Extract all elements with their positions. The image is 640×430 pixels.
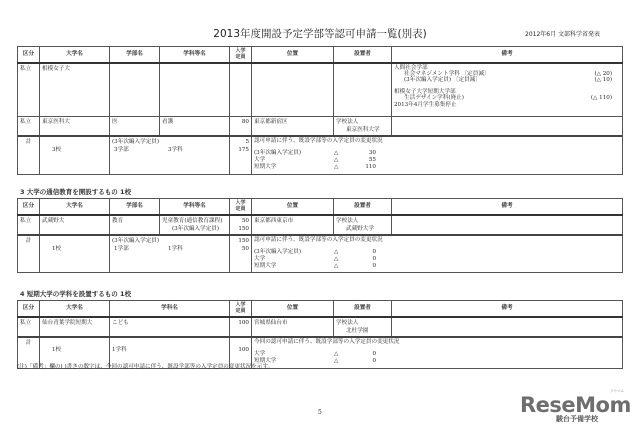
- total-row: [18, 136, 623, 174]
- cell-total-changes: [252, 136, 623, 174]
- cell-total-changes: [252, 337, 623, 369]
- change-row: [254, 150, 620, 157]
- capacity-line: 150: [238, 225, 249, 232]
- col-department: 学科名: [110, 301, 230, 317]
- cell-university: 東京医科大: [40, 117, 110, 137]
- total-departments: 1学科: [168, 245, 183, 252]
- source-label: 駿台予備学校: [556, 415, 598, 423]
- cell-department: こども: [110, 317, 230, 337]
- delta-icon: △: [334, 262, 339, 269]
- cell-location: [252, 63, 334, 117]
- cell-department: [160, 63, 230, 117]
- cell-capacity: 100: [230, 317, 252, 337]
- table-row: [18, 117, 623, 137]
- col-location: 位置: [252, 301, 334, 317]
- cell-university: 武蔵野大: [40, 215, 110, 235]
- cell-department: 看護: [160, 117, 230, 137]
- cell-total-schools: [40, 136, 110, 174]
- founder-line: 武蔵野大学: [346, 225, 374, 232]
- remarks-value: (△ 20): [594, 70, 612, 77]
- remarks-value: (△ 110): [590, 95, 612, 102]
- change-label: 短期大学: [254, 164, 277, 170]
- change-value: 0: [372, 357, 376, 364]
- cell-capacity: 80: [230, 117, 252, 137]
- logo-ruby: リセマム: [610, 389, 624, 393]
- total-departments: 3学科: [168, 147, 183, 153]
- delta-icon: △: [334, 157, 339, 163]
- col-kubun: 区分: [18, 301, 40, 317]
- change-label: (3年次編入学定員): [254, 248, 302, 255]
- cell-location: 東京都新宿区: [252, 117, 334, 137]
- founder-line: 北杜学園: [346, 327, 369, 334]
- founder-line: 学校法人: [336, 217, 359, 224]
- col-founder: 設置者: [334, 301, 392, 317]
- remarks-line: 相模女子大学短期大学部: [394, 89, 456, 96]
- change-label: (3年次編入学定員): [254, 150, 302, 156]
- table-header: [18, 47, 623, 63]
- footnote: (注)「備考」欄の( )書きの数字は、今回の認可申請に伴う、既設学部等の入学定員の変更状況を示す。: [17, 364, 274, 370]
- total-schools: 1校: [52, 245, 62, 252]
- col-founder: 設置者: [334, 199, 392, 215]
- col-university: 大学名: [40, 47, 110, 63]
- cell-founder: [334, 215, 392, 235]
- founder-line: 学校法人: [336, 119, 359, 125]
- section-4-title: 4 短期大学の学科を設置するもの 1校: [20, 290, 132, 298]
- table-row: [18, 63, 623, 117]
- cell-university: 仙台青葉学院短期大: [40, 317, 110, 337]
- table-section-4: [17, 300, 623, 369]
- cell-faculty: 教育: [110, 215, 160, 235]
- col-faculty: 学部名: [110, 47, 160, 63]
- col-university: 大学名: [40, 301, 110, 317]
- total-counts: [112, 146, 227, 154]
- cell-remarks: [392, 63, 623, 117]
- cell-kubun: 私立: [18, 317, 40, 337]
- publication-info: 2012年6月 文部科学省発表: [525, 31, 600, 38]
- cell-founder: [334, 117, 392, 137]
- table-header: [18, 301, 623, 317]
- col-kubun: 区分: [18, 47, 40, 63]
- col-capacity: 入学 定員: [230, 47, 252, 63]
- cell-total-faculty-dept: [110, 235, 230, 273]
- delta-icon: △: [334, 150, 339, 156]
- cell-remarks: [392, 317, 623, 337]
- col-location: 位置: [252, 47, 334, 63]
- capacity-total: 100: [238, 346, 249, 353]
- cell-kubun: 私立: [18, 117, 40, 137]
- change-label: 大学: [254, 157, 266, 163]
- col-university: 大学名: [40, 199, 110, 215]
- table-section-3: [17, 198, 623, 273]
- change-label: 大学: [254, 255, 266, 262]
- capacity-transfer: 5: [245, 139, 249, 145]
- change-title: 認可申請に伴う、既設学部等の入学定員の変更状況: [254, 138, 383, 144]
- cell-total-changes: [252, 235, 623, 273]
- change-row: [254, 351, 620, 358]
- total-schools: 1校: [52, 346, 62, 353]
- cell-total-capacity: [230, 136, 252, 174]
- remarks-line: 2013年4月学生募集停止: [394, 101, 457, 108]
- total-schools: 3校: [52, 147, 62, 153]
- col-founder: 設置者: [334, 47, 392, 63]
- page-title: 2013年度開設予定学部等認可申請一覧(別表): [213, 28, 427, 40]
- cell-total-faculty-dept: [110, 136, 230, 174]
- total-row: [18, 235, 623, 273]
- cell-university: 相模女子大: [40, 63, 110, 117]
- total-counts: [112, 245, 227, 253]
- remarks-label: 社会マネジメント学科 〔定員減〕: [404, 70, 490, 77]
- change-value: 0: [372, 255, 376, 262]
- change-value: 30: [368, 150, 376, 156]
- cell-total-label: 計: [18, 136, 40, 174]
- page-number: 5: [318, 409, 322, 416]
- change-row: [254, 157, 620, 164]
- cell-total-label: 計: [18, 235, 40, 273]
- col-remarks: 備考: [392, 47, 623, 63]
- change-value: 0: [372, 350, 376, 357]
- founder-line: 東京医科大学: [346, 127, 380, 133]
- cell-remarks: [392, 117, 623, 137]
- delta-icon: △: [334, 255, 339, 262]
- table-row: [18, 215, 623, 235]
- resemom-logo: ReseMom: [520, 393, 631, 417]
- change-label: 大学: [254, 350, 266, 357]
- total-departments: 1学科: [112, 346, 127, 353]
- cell-total-schools: [40, 235, 110, 273]
- cell-faculty: 医: [110, 117, 160, 137]
- remarks-value: (△ 10): [594, 76, 612, 83]
- department-line: (3年次編入学定員): [172, 225, 220, 232]
- delta-icon: △: [334, 350, 339, 357]
- change-row: [254, 256, 620, 263]
- cell-total-label: 計: [18, 337, 40, 369]
- remarks-label: (3年次編入学定員) 〔定員減〕: [404, 76, 481, 83]
- cell-location: 宮城県仙台市: [252, 317, 334, 337]
- change-row: [254, 164, 620, 171]
- col-department: 学科等名: [160, 47, 230, 63]
- total-faculties: 3学部: [114, 147, 129, 153]
- capacity-line: 50: [241, 217, 249, 224]
- change-value: 110: [365, 164, 376, 170]
- change-label: 短期大学: [254, 357, 277, 364]
- col-remarks: 備考: [392, 199, 623, 215]
- change-row: [254, 263, 620, 270]
- table-header: [18, 199, 623, 215]
- col-capacity: 入学 定員: [230, 199, 252, 215]
- cell-founder: [334, 317, 392, 337]
- cell-remarks: [392, 215, 623, 235]
- section-3-title: 3 大学の通信教育を開設するもの 1校: [20, 188, 132, 196]
- change-label: 短期大学: [254, 262, 277, 269]
- change-title: 今回の認可申請に伴う、既設学部等の入学定員の変更状況: [254, 338, 400, 345]
- delta-icon: △: [334, 357, 339, 364]
- delta-icon: △: [334, 248, 339, 255]
- change-value: 0: [372, 262, 376, 269]
- cell-department: [160, 215, 230, 235]
- cell-capacity: [230, 63, 252, 117]
- col-remarks: 備考: [392, 301, 623, 317]
- founder-line: 学校法人: [336, 319, 359, 326]
- cell-capacity: [230, 215, 252, 235]
- remarks-line: 人間社会学部: [394, 64, 428, 71]
- capacity-total: 175: [238, 147, 249, 153]
- col-department: 学科等名: [160, 199, 230, 215]
- transfer-label: (3年次編入学定員): [112, 139, 160, 145]
- total-faculties: 1学部: [114, 245, 129, 252]
- transfer-label: (3年次編入学定員): [112, 237, 160, 244]
- col-faculty: 学部名: [110, 199, 160, 215]
- col-kubun: 区分: [18, 199, 40, 215]
- cell-founder: [334, 63, 392, 117]
- change-title: 認可申請に伴う、既設学部等の入学定員の変更状況: [254, 236, 383, 243]
- change-row: [254, 358, 620, 365]
- remarks-label: 生活デザイン学科(廃止): [404, 95, 464, 102]
- department-line: 児童教育(通信教育課程): [162, 217, 223, 224]
- col-capacity: 入学 定員: [230, 301, 252, 317]
- cell-location: 東京都西東京市: [252, 215, 334, 235]
- cell-faculty: [110, 63, 160, 117]
- change-row: [254, 249, 620, 256]
- delta-icon: △: [334, 164, 339, 170]
- capacity-total: 50: [241, 245, 249, 252]
- table-section-2: [17, 46, 623, 175]
- cell-kubun: 私立: [18, 215, 40, 235]
- change-value: 0: [372, 248, 376, 255]
- change-value: 55: [368, 157, 376, 163]
- col-location: 位置: [252, 199, 334, 215]
- capacity-transfer: 150: [238, 237, 249, 244]
- table-row: [18, 317, 623, 337]
- cell-kubun: 私立: [18, 63, 40, 117]
- cell-total-capacity: [230, 235, 252, 273]
